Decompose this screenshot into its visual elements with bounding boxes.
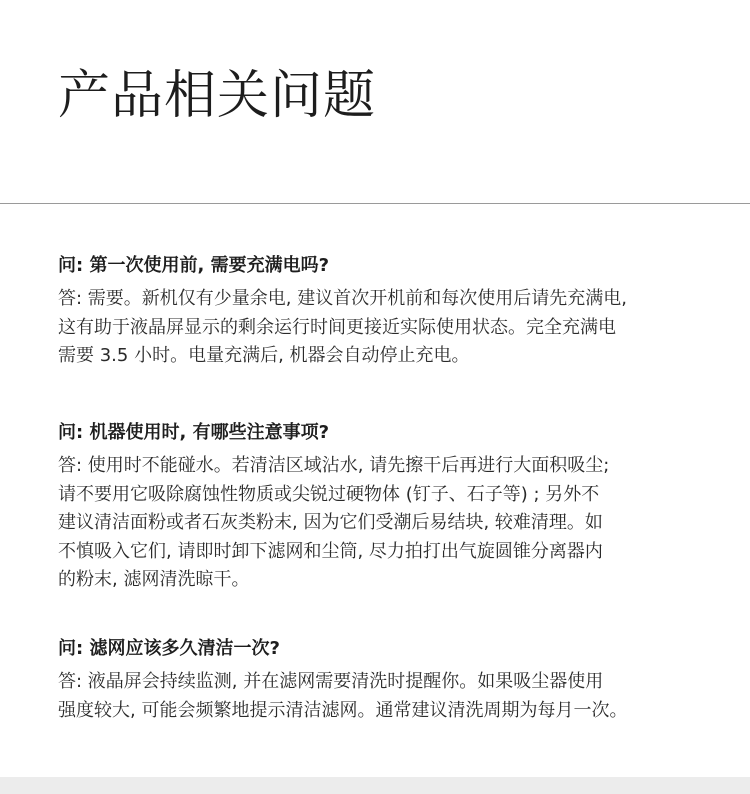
faq-item-first-charge	[58, 254, 698, 371]
faq-answer	[58, 668, 698, 725]
title-divider	[0, 203, 750, 204]
faq-item-filter-cleaning	[58, 637, 698, 725]
answer-line: 强度较大, 可能会频繁地提示清洁滤网。通常建议清洗周期为每月一次。	[58, 699, 628, 721]
answer-line: 答: 需要。新机仅有少量余电, 建议首次开机前和每次使用后请先充满电,	[58, 288, 627, 309]
bottom-band	[0, 777, 750, 794]
faq-item-precautions	[58, 421, 698, 595]
answer-line: 答: 使用时不能碰水。若清洁区域沾水, 请先擦干后再进行大面积吸尘;	[58, 455, 610, 476]
page-title: 产品相关问题	[58, 66, 377, 126]
faq-question: 问: 机器使用时, 有哪些注意事项?	[58, 422, 330, 443]
faq-answer	[58, 285, 698, 371]
answer-line: 请不要用它吸除腐蚀性物质或尖锐过硬物体 (钉子、石子等) ; 另外不	[58, 483, 600, 505]
faq-question: 问: 滤网应该多久清洁一次?	[58, 638, 280, 659]
answer-line: 需要 3.5 小时。电量充满后, 机器会自动停止充电。	[58, 345, 470, 366]
answer-line: 答: 液晶屏会持续监测, 并在滤网需要清洗时提醒你。如果吸尘器使用	[58, 671, 604, 692]
faq-question: 问: 第一次使用前, 需要充满电吗?	[58, 255, 330, 276]
answer-line: 建议清洁面粉或者石灰类粉末, 因为它们受潮后易结块, 较难清理。如	[58, 512, 603, 533]
answer-line: 这有助于液晶屏显示的剩余运行时间更接近实际使用状态。完全充满电	[58, 316, 616, 338]
answer-line: 不慎吸入它们, 请即时卸下滤网和尘筒, 尽力拍打出气旋圆锥分离器内	[58, 540, 603, 562]
faq-answer	[58, 452, 698, 595]
answer-line: 的粉末, 滤网清洗晾干。	[58, 569, 250, 590]
